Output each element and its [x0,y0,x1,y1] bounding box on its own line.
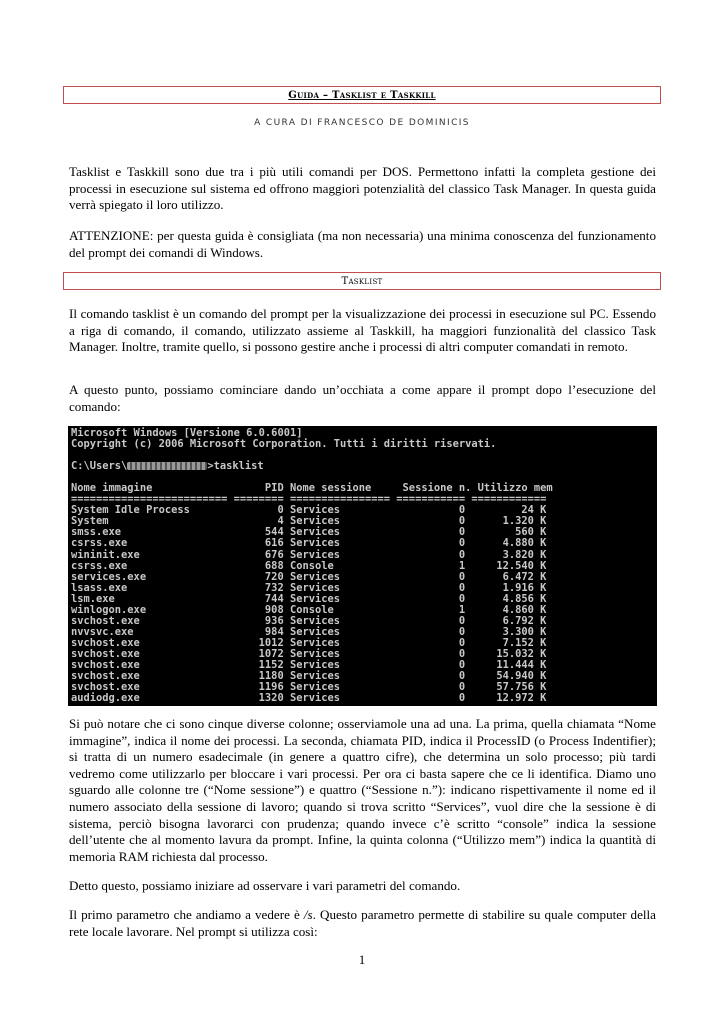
process-row: services.exe 720 Services 0 6.472 K [71,570,547,583]
intro-paragraph-2: ATTENZIONE: per questa guida è consigliata (ma non necessaria) una minima conoscenza del funzionamento del prompt dei comandi di Windows. [69,228,656,260]
document-title: Guida – Tasklist e Taskkill [63,86,661,104]
columns-explanation-paragraph: Si può notare che ci sono cinque diverse colonne; osserviamole una ad una. La prima, quella chiamata “Nome immagine”, indica il nome dei processi. La seconda, chiamata PID, indica il ProcessID (o Process Indentifier); si tratta di un numero esadecimale (in genere a quattro cifre), che determina un solo processo; più tardi vedremo come utilizzarlo per bloccare i vari processi. Per ora ci basta sapere che ce li identifica. Diamo uno sguardo alle colonne tre (“Nome sessione”) e quattro (“Sessione n.”): indicano rispettivamente il nome ed il numero associato della sessione di lavoro; quando si trova scritto “Services”, vuol dire che la sessione è di sistema, perciò bisogna lavorarci con prudenza; quando invece c’è scritto “console” indica la sessione dell’utente che al momento lavura da prompt. Infine, la quinta colonna (“Utilizzo mem”) indica la quantità di memoria RAM richiesta dal processo. [69,716,656,864]
param-text-before: Il primo parametro che andiamo a vedere è [69,907,304,922]
process-row: csrss.exe 616 Services 0 4.880 K [71,537,547,550]
process-row: svchost.exe 1072 Services 0 15.032 K [71,647,547,660]
tasklist-paragraph-2: A questo punto, possiamo cominciare dando un’occhiata a come appare il prompt dopo l’esecuzione del comando: [69,382,656,414]
redacted-username [127,462,207,470]
terminal-table-separator: ========================= ======== ================ =========== ============ [71,493,547,506]
terminal-table-header: Nome immagine PID Nome sessione Sessione n. Utilizzo mem [71,482,553,495]
terminal-line: Microsoft Windows [Versione 6.0.6001] [71,427,303,439]
process-row: audiodg.exe 1320 Services 0 12.972 K [71,692,547,705]
process-row: wininit.exe 676 Services 0 3.820 K [71,548,547,561]
process-row: svchost.exe 936 Services 0 6.792 K [71,614,547,627]
process-row: csrss.exe 688 Console 1 12.540 K [71,559,547,572]
process-row: System Idle Process 0 Services 0 24 K [71,504,547,517]
process-row: nvvsvc.exe 984 Services 0 3.300 K [71,625,547,638]
process-row: svchost.exe 1180 Services 0 54.940 K [71,670,547,683]
terminal-line: Copyright (c) 2006 Microsoft Corporation. Tutti i diritti riservati. [71,438,497,451]
process-row: svchost.exe 1196 Services 0 57.756 K [71,681,547,694]
param-text-after: . Questo parametro permette di stabilire su quale computer della rete locale lavorare. Nel prompt si utilizza così: [69,907,656,939]
process-row: lsass.exe 732 Services 0 1.916 K [71,581,547,594]
author-line: A CURA DI FRANCESCO DE DOMINICIS [254,118,470,128]
section-title-tasklist: Tasklist [63,272,661,290]
tasklist-paragraph-1: Il comando tasklist è un comando del prompt per la visualizzazione dei processi in esecuzione sul PC. Essendo a riga di comando, il comando, utilizzato assieme al Taskkill, ha maggiori funzionalità del classico Task Manager. Inoltre, tramite quello, si possono gestire anche i processi di altri computer comandati in remoto. [69,306,656,355]
page-number: 1 [358,952,366,967]
prompt-prefix: C:\Users\ [71,460,128,473]
process-row: smss.exe 544 Services 0 560 K [71,526,547,539]
intro-paragraph-1: Tasklist e Taskkill sono due tra i più utili comandi per DOS. Permettono infatti la completa gestione dei processi in esecuzione sul sistema ed offrono maggiori potenzialità del classico Task Manager. In questa guida verrà spiegato il loro utilizzo. [69,164,656,213]
prompt-command: >tasklist [207,460,264,473]
command-prompt-screenshot [68,426,657,706]
terminal-prompt [71,461,654,472]
process-row: svchost.exe 1012 Services 0 7.152 K [71,636,547,649]
terminal-process-rows [71,505,654,704]
process-row: lsm.exe 744 Services 0 4.856 K [71,592,547,605]
process-row: System 4 Services 0 1.320 K [71,515,547,528]
first-parameter-paragraph [69,907,656,940]
param-name: /s [303,907,313,922]
process-row: winlogon.exe 908 Console 1 4.860 K [71,603,547,616]
parameters-intro-paragraph: Detto questo, possiamo iniziare ad osservare i vari parametri del comando. [69,878,461,893]
process-row: svchost.exe 1152 Services 0 11.444 K [71,658,547,671]
